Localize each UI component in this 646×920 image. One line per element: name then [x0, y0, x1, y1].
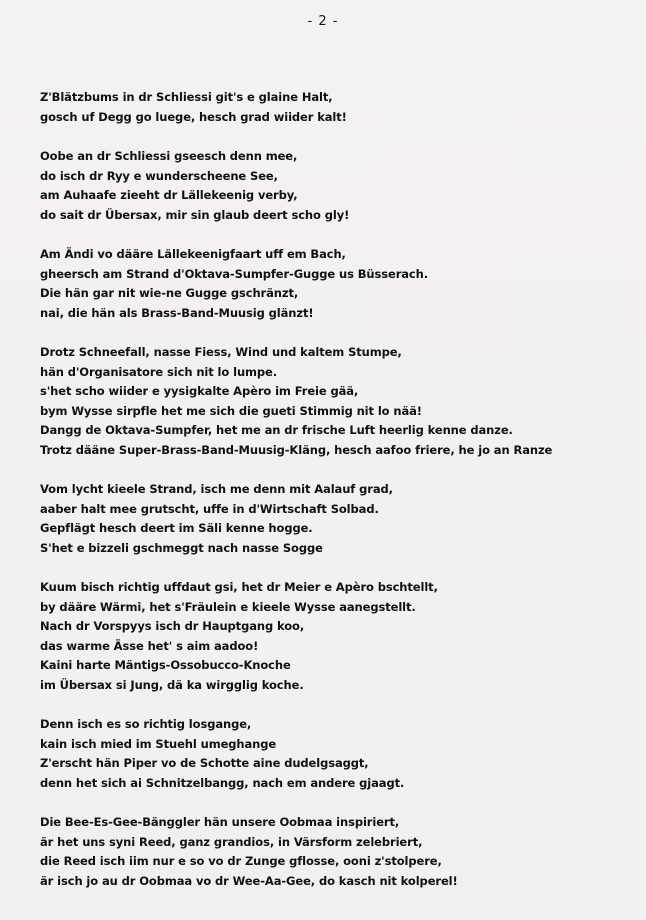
stanza	[40, 813, 640, 891]
poem-line: Dangg de Oktava-Sumpfer, het me an dr frische Luft heerlig kenne danze.	[40, 423, 513, 437]
poem-line: am Auhaafe zieeht dr Lällekeenig verby,	[40, 188, 298, 202]
poem-line: kain isch mied im Stuehl umeghange	[40, 736, 277, 751]
poem-line: gheersch am Strand d'Oktava-Sumpfer-Gugge us Büsserach.	[40, 266, 428, 281]
poem-line: Kuum bisch richtig uffdaut gsi, het dr Meier e Apèro bschtellt,	[40, 580, 438, 594]
poem-line: Z'erscht hän Piper vo de Schotte aine dudelgsaggt,	[40, 756, 369, 770]
poem-line: Die Bee-Es-Gee-Bänggler hän unsere Oobmaa inspiriert,	[40, 815, 400, 829]
poem-line: Drotz Schneefall, nasse Fiess, Wind und kaltem Stumpe,	[40, 345, 402, 359]
poem-line: Nach dr Vorspyys isch dr Hauptgang koo,	[40, 619, 305, 633]
poem-line: das warme Ässe het' s aim aadoo!	[40, 638, 259, 653]
stanza	[40, 343, 640, 460]
poem-line: Gepflägt hesch deert im Säli kenne hogge.	[40, 521, 313, 535]
poem-line: är isch jo au dr Oobmaa vo dr Wee-Aa-Gee, do kasch nit kolperel!	[40, 873, 458, 888]
poem-line: do isch dr Ryy e wunderscheene See,	[40, 168, 278, 183]
poem-line: gosch uf Degg go luege, hesch grad wiider kalt!	[40, 109, 347, 124]
poem-line: die Reed isch iim nur e so vo dr Zunge gflosse, ooni z'stolpere,	[40, 854, 442, 868]
poem-line: denn het sich ai Schnitzelbangg, nach em andere gjaagt.	[40, 775, 405, 790]
poem-line: Kaini harte Mäntigs-Ossobucco-Knoche	[40, 658, 291, 672]
poem-line: Z'Blätzbums in dr Schliessi git's e glaine Halt,	[40, 90, 333, 104]
poem-line: Am Ändi vo dääre Lällekeenigfaart uff em Bach,	[40, 247, 346, 261]
stanza	[40, 147, 640, 225]
poem-line: bym Wysse sirpfle het me sich die gueti Stimmig nit lo nää!	[40, 403, 422, 418]
poem-line: Die hän gar nit wie-ne Gugge gschränzt,	[40, 286, 299, 300]
poem-line: S'het e bizzeli gschmeggt nach nasse Sogge	[40, 540, 323, 555]
poem-line: nai, die hän als Brass-Band-Muusig glänzt!	[40, 305, 314, 320]
poem-line: by dääre Wärmi, het s'Fräulein e kieele Wysse aanegstellt.	[40, 599, 416, 614]
poem-line: im Übersax si Jung, dä ka wirgglig koche.	[40, 677, 304, 692]
poem-line: Denn isch es so richtig losgange,	[40, 717, 252, 731]
stanza	[40, 480, 640, 558]
page-number: - 2 -	[307, 14, 339, 29]
stanza	[40, 88, 640, 127]
poem-line: aaber halt mee grutscht, uffe in d'Wirtschaft Solbad.	[40, 501, 379, 516]
poem-line: Trotz dääne Super-Brass-Band-Muusig-Kläng, hesch aafoo friere, he jo an Ranze	[40, 442, 553, 457]
poem-line: är het uns syni Reed, ganz grandios, in Värsform zelebriert,	[40, 834, 423, 849]
stanza	[40, 715, 640, 793]
poem-line: Vom lycht kieele Strand, isch me denn mit Aalauf grad,	[40, 482, 393, 496]
poem-line: do sait dr Übersax, mir sin glaub deert scho gly!	[40, 207, 350, 222]
poem-body	[40, 88, 640, 911]
stanza	[40, 245, 640, 323]
poem-line: Oobe an dr Schliessi gseesch denn mee,	[40, 149, 298, 163]
stanza	[40, 578, 640, 695]
poem-line: s'het scho wiider e yysigkalte Apèro im Freie gää,	[40, 384, 359, 398]
poem-line: hän d'Organisatore sich nit lo lumpe.	[40, 364, 278, 379]
